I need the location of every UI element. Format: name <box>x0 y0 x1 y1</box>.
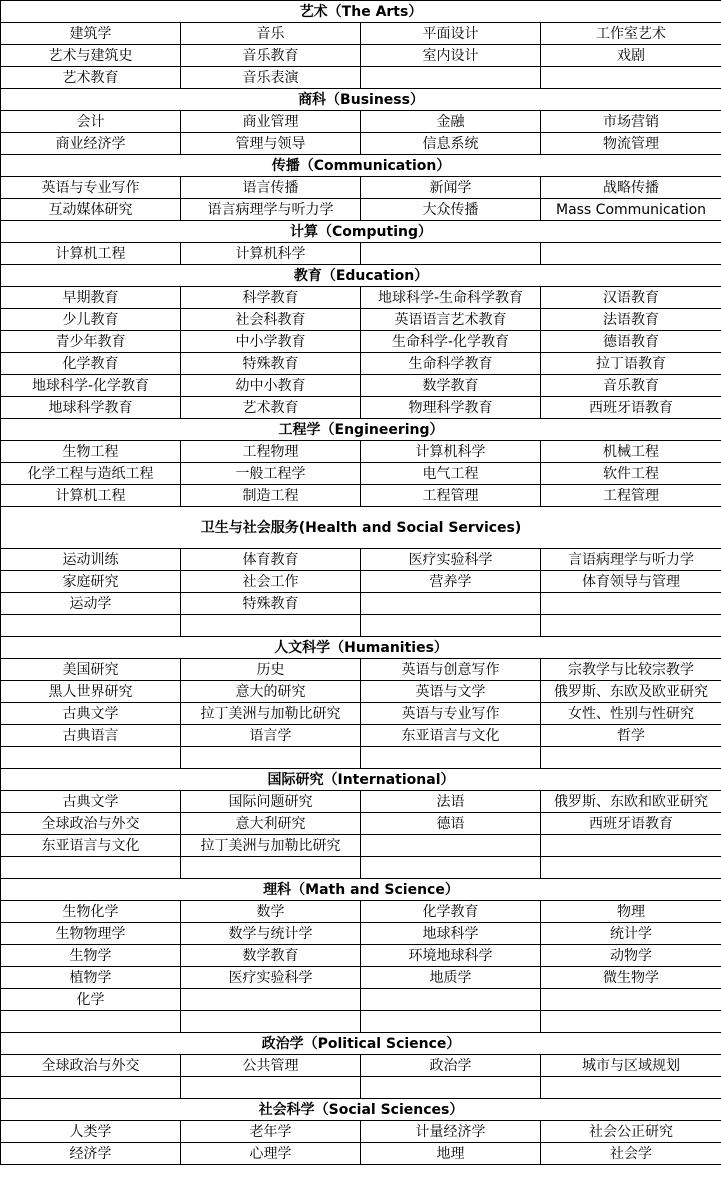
major-cell: 戏剧 <box>541 45 721 67</box>
major-cell: 国际问题研究 <box>181 791 361 813</box>
major-cell: 地球科学-生命科学教育 <box>361 287 541 309</box>
major-cell: 数学与统计学 <box>181 923 361 945</box>
major-cell: 建筑学 <box>1 23 181 45</box>
table-row <box>1 397 721 419</box>
table-row <box>1 923 721 945</box>
section-header-row <box>1 1033 721 1055</box>
major-cell: 历史 <box>181 659 361 681</box>
major-cell: 互动媒体研究 <box>1 199 181 221</box>
major-cell: 商业经济学 <box>1 133 181 155</box>
major-cell: 生物化学 <box>1 901 181 923</box>
section-title: 理科（Math and Science） <box>1 879 721 901</box>
major-cell: 科学教育 <box>181 287 361 309</box>
major-cell: 哲学 <box>541 725 721 747</box>
section-header-row <box>1 637 721 659</box>
major-cell: 地理 <box>361 1143 541 1165</box>
major-cell <box>1 1011 181 1033</box>
major-cell: 城市与区域规划 <box>541 1055 721 1077</box>
major-cell <box>361 1011 541 1033</box>
table-row <box>1 111 721 133</box>
table-row <box>1 571 721 593</box>
major-cell: 物流管理 <box>541 133 721 155</box>
major-cell: 计算机科学 <box>181 243 361 265</box>
major-cell <box>1 747 181 769</box>
major-cell: 会计 <box>1 111 181 133</box>
major-cell: 大众传播 <box>361 199 541 221</box>
major-cell: 少儿教育 <box>1 309 181 331</box>
major-cell: 东亚语言与文化 <box>361 725 541 747</box>
major-cell: 室内设计 <box>361 45 541 67</box>
major-cell: 生命科学教育 <box>361 353 541 375</box>
major-cell: 商业管理 <box>181 111 361 133</box>
major-cell: 平面设计 <box>361 23 541 45</box>
table-row <box>1 353 721 375</box>
section-title: 计算（Computing） <box>1 221 721 243</box>
major-cell: 音乐教育 <box>541 375 721 397</box>
major-cell: 生物物理学 <box>1 923 181 945</box>
major-cell <box>1 1077 181 1099</box>
major-cell <box>541 1011 721 1033</box>
table-row <box>1 681 721 703</box>
table-row <box>1 45 721 67</box>
major-cell: 医疗实验科学 <box>181 967 361 989</box>
table-row <box>1 989 721 1011</box>
major-cell: 音乐教育 <box>181 45 361 67</box>
section-header-row <box>1 1 721 23</box>
major-cell: 拉丁美洲与加勒比研究 <box>181 703 361 725</box>
major-cell <box>181 1077 361 1099</box>
major-cell: 政治学 <box>361 1055 541 1077</box>
section-header-row <box>1 221 721 243</box>
major-cell: 宗教学与比较宗教学 <box>541 659 721 681</box>
major-cell: 古典文学 <box>1 791 181 813</box>
major-cell: 社会学 <box>541 1143 721 1165</box>
major-cell: 生命科学-化学教育 <box>361 331 541 353</box>
major-cell: 语言病理学与听力学 <box>181 199 361 221</box>
major-cell: 微生物学 <box>541 967 721 989</box>
major-cell <box>361 989 541 1011</box>
major-cell: 中小学教育 <box>181 331 361 353</box>
major-cell: 老年学 <box>181 1121 361 1143</box>
major-cell: 工程物理 <box>181 441 361 463</box>
major-cell: 公共管理 <box>181 1055 361 1077</box>
major-cell <box>541 243 721 265</box>
major-cell: 心理学 <box>181 1143 361 1165</box>
major-cell: 管理与领导 <box>181 133 361 155</box>
section-header-row <box>1 89 721 111</box>
major-cell: 特殊教育 <box>181 353 361 375</box>
section-title: 政治学（Political Science） <box>1 1033 721 1055</box>
section-title: 社会科学（Social Sciences） <box>1 1099 721 1121</box>
major-cell: 医疗实验科学 <box>361 549 541 571</box>
major-cell <box>181 1011 361 1033</box>
major-cell: 西班牙语教育 <box>541 813 721 835</box>
major-cell <box>181 857 361 879</box>
table-row <box>1 23 721 45</box>
table-row <box>1 67 721 89</box>
table-row <box>1 725 721 747</box>
major-cell: 运动训练 <box>1 549 181 571</box>
table-row <box>1 331 721 353</box>
major-cell: 一般工程学 <box>181 463 361 485</box>
major-cell: 计量经济学 <box>361 1121 541 1143</box>
major-cell: 地球科学 <box>361 923 541 945</box>
table-row <box>1 441 721 463</box>
table-row <box>1 967 721 989</box>
table-row <box>1 659 721 681</box>
major-cell <box>541 593 721 615</box>
table-row <box>1 813 721 835</box>
major-cell: 女性、性别与性研究 <box>541 703 721 725</box>
major-cell: 数学教育 <box>361 375 541 397</box>
major-cell: 古典文学 <box>1 703 181 725</box>
major-cell <box>181 989 361 1011</box>
major-cell: 美国研究 <box>1 659 181 681</box>
major-cell <box>361 1077 541 1099</box>
major-cell: 德语 <box>361 813 541 835</box>
major-cell: 工程管理 <box>361 485 541 507</box>
major-cell: 工程管理 <box>541 485 721 507</box>
table-row <box>1 791 721 813</box>
major-cell <box>541 857 721 879</box>
major-cell: 地球科学教育 <box>1 397 181 419</box>
major-cell: 全球政治与外交 <box>1 1055 181 1077</box>
table-row <box>1 615 721 637</box>
major-cell: 信息系统 <box>361 133 541 155</box>
major-cell: 战略传播 <box>541 177 721 199</box>
major-cell <box>1 615 181 637</box>
table-row <box>1 549 721 571</box>
table-row <box>1 747 721 769</box>
major-cell: 意大利研究 <box>181 813 361 835</box>
major-cell: 东亚语言与文化 <box>1 835 181 857</box>
section-header-row <box>1 507 721 549</box>
major-cell: 经济学 <box>1 1143 181 1165</box>
major-cell: 物理科学教育 <box>361 397 541 419</box>
major-cell: 机械工程 <box>541 441 721 463</box>
major-cell: 地球科学-化学教育 <box>1 375 181 397</box>
major-cell <box>181 747 361 769</box>
major-cell: 计算机科学 <box>361 441 541 463</box>
major-cell: 艺术与建筑史 <box>1 45 181 67</box>
major-cell: 艺术教育 <box>181 397 361 419</box>
section-title: 工程学（Engineering） <box>1 419 721 441</box>
major-cell: 拉丁语教育 <box>541 353 721 375</box>
major-cell: 家庭研究 <box>1 571 181 593</box>
table-row <box>1 1077 721 1099</box>
major-cell: 英语与专业写作 <box>361 703 541 725</box>
major-cell: 电气工程 <box>361 463 541 485</box>
major-cell <box>361 615 541 637</box>
section-header-row <box>1 879 721 901</box>
major-cell: Mass Communication <box>541 199 721 221</box>
table-row <box>1 375 721 397</box>
major-cell: 化学教育 <box>1 353 181 375</box>
major-cell <box>361 593 541 615</box>
table-row <box>1 199 721 221</box>
major-cell: 体育领导与管理 <box>541 571 721 593</box>
major-cell <box>541 747 721 769</box>
section-header-row <box>1 1099 721 1121</box>
major-cell <box>361 835 541 857</box>
major-cell: 法语 <box>361 791 541 813</box>
major-cell: 英语与创意写作 <box>361 659 541 681</box>
major-cell: 统计学 <box>541 923 721 945</box>
major-cell <box>361 243 541 265</box>
table-row <box>1 703 721 725</box>
section-title: 卫生与社会服务(Health and Social Services) <box>1 507 721 549</box>
major-cell <box>541 67 721 89</box>
major-cell: 德语教育 <box>541 331 721 353</box>
major-cell: 语言传播 <box>181 177 361 199</box>
major-cell: 幼中小教育 <box>181 375 361 397</box>
section-title: 人文科学（Humanities） <box>1 637 721 659</box>
table-row <box>1 593 721 615</box>
major-cell: 艺术教育 <box>1 67 181 89</box>
major-cell: 青少年教育 <box>1 331 181 353</box>
table-row <box>1 243 721 265</box>
table-row <box>1 857 721 879</box>
major-cell: 音乐表演 <box>181 67 361 89</box>
major-cell: 英语与专业写作 <box>1 177 181 199</box>
table-row <box>1 945 721 967</box>
section-title: 艺术（The Arts） <box>1 1 721 23</box>
major-cell <box>181 615 361 637</box>
major-cell: 工作室艺术 <box>541 23 721 45</box>
table-row <box>1 287 721 309</box>
table-row <box>1 835 721 857</box>
major-cell: 软件工程 <box>541 463 721 485</box>
section-header-row <box>1 419 721 441</box>
major-cell <box>361 857 541 879</box>
major-cell: 俄罗斯、东欧和欧亚研究 <box>541 791 721 813</box>
major-cell <box>1 857 181 879</box>
major-cell: 运动学 <box>1 593 181 615</box>
major-cell: 社会科教育 <box>181 309 361 331</box>
major-cell: 化学 <box>1 989 181 1011</box>
major-cell: 营养学 <box>361 571 541 593</box>
section-title: 商科（Business） <box>1 89 721 111</box>
major-cell: 计算机工程 <box>1 485 181 507</box>
major-cell: 生物学 <box>1 945 181 967</box>
major-cell: 全球政治与外交 <box>1 813 181 835</box>
section-title: 国际研究（International） <box>1 769 721 791</box>
table-row <box>1 1011 721 1033</box>
section-header-row <box>1 265 721 287</box>
major-cell: 俄罗斯、东欧及欧亚研究 <box>541 681 721 703</box>
section-header-row <box>1 155 721 177</box>
major-cell: 数学 <box>181 901 361 923</box>
major-cell: 市场营销 <box>541 111 721 133</box>
major-cell: 汉语教育 <box>541 287 721 309</box>
major-cell: 体育教育 <box>181 549 361 571</box>
major-cell <box>541 989 721 1011</box>
major-cell: 金融 <box>361 111 541 133</box>
major-cell: 数学教育 <box>181 945 361 967</box>
table-row <box>1 485 721 507</box>
table-row <box>1 309 721 331</box>
major-cell: 语言学 <box>181 725 361 747</box>
major-cell: 英语与文学 <box>361 681 541 703</box>
major-cell: 西班牙语教育 <box>541 397 721 419</box>
major-cell: 黑人世界研究 <box>1 681 181 703</box>
table-row <box>1 901 721 923</box>
table-row <box>1 1121 721 1143</box>
major-cell: 古典语言 <box>1 725 181 747</box>
major-cell: 音乐 <box>181 23 361 45</box>
major-cell: 环境地球科学 <box>361 945 541 967</box>
major-cell: 拉丁美洲与加勒比研究 <box>181 835 361 857</box>
major-cell <box>541 835 721 857</box>
major-cell <box>361 747 541 769</box>
section-header-row <box>1 769 721 791</box>
major-cell: 物理 <box>541 901 721 923</box>
major-cell: 地质学 <box>361 967 541 989</box>
major-cell <box>541 615 721 637</box>
major-cell <box>361 67 541 89</box>
major-cell: 化学工程与造纸工程 <box>1 463 181 485</box>
major-cell: 制造工程 <box>181 485 361 507</box>
major-cell: 动物学 <box>541 945 721 967</box>
major-cell: 意大的研究 <box>181 681 361 703</box>
major-cell: 化学教育 <box>361 901 541 923</box>
section-title: 传播（Communication） <box>1 155 721 177</box>
table-row <box>1 133 721 155</box>
major-cell: 计算机工程 <box>1 243 181 265</box>
table-row <box>1 463 721 485</box>
table-row <box>1 1143 721 1165</box>
major-cell: 人类学 <box>1 1121 181 1143</box>
section-title: 教育（Education） <box>1 265 721 287</box>
major-cell: 言语病理学与听力学 <box>541 549 721 571</box>
major-cell: 生物工程 <box>1 441 181 463</box>
major-cell: 植物学 <box>1 967 181 989</box>
table-row <box>1 1055 721 1077</box>
major-cell: 社会公正研究 <box>541 1121 721 1143</box>
major-cell: 社会工作 <box>181 571 361 593</box>
majors-table-body <box>1 1 721 1165</box>
major-cell: 法语教育 <box>541 309 721 331</box>
major-cell: 早期教育 <box>1 287 181 309</box>
major-cell: 新闻学 <box>361 177 541 199</box>
major-cell: 英语语言艺术教育 <box>361 309 541 331</box>
major-cell <box>541 1077 721 1099</box>
major-cell: 特殊教育 <box>181 593 361 615</box>
table-row <box>1 177 721 199</box>
